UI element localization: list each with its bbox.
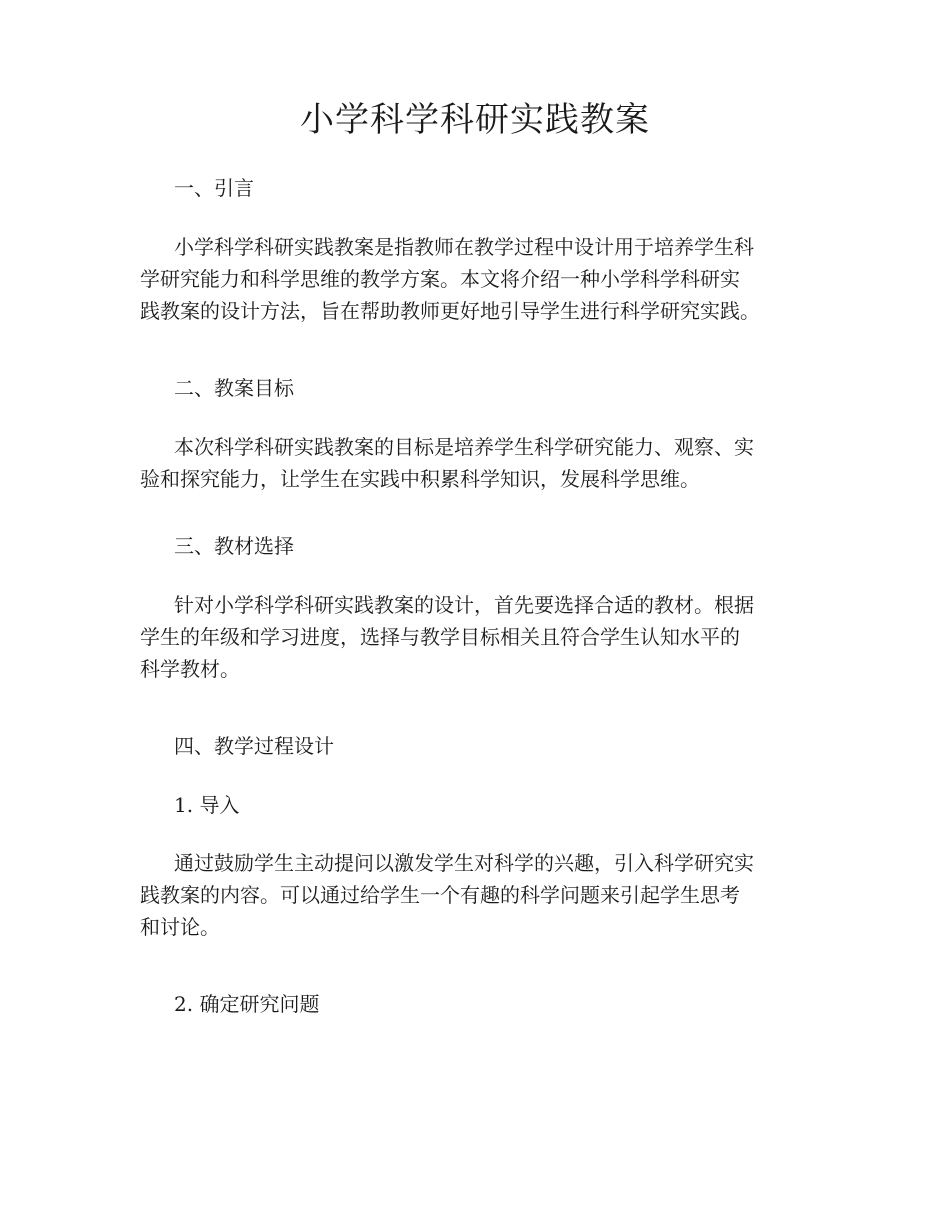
section-paragraph-materials xyxy=(140,589,830,685)
paragraph-line: 科学教材。 xyxy=(140,657,240,681)
section-heading-process: 四、教学过程设计 xyxy=(174,734,334,758)
paragraph-line: 针对小学科学科研实践教案的设计，首先要选择合适的教材。根据 xyxy=(174,593,754,617)
paragraph-line: 验和探究能力，让学生在实践中积累科学知识，发展科学思维。 xyxy=(140,467,700,491)
subsection-paragraph-intro xyxy=(140,847,830,943)
paragraph-line: 践教案的设计方法，旨在帮助教师更好地引导学生进行科学研究实践。 xyxy=(140,299,760,323)
section-paragraph-objectives xyxy=(140,431,830,495)
subsection-heading-intro: 1. 导入 xyxy=(174,793,240,817)
paragraph-line: 本次科学科研实践教案的目标是培养学生科学研究能力、观察、实 xyxy=(174,435,754,459)
paragraph-line: 学生的年级和学习进度，选择与教学目标相关且符合学生认知水平的 xyxy=(140,625,740,649)
section-heading-materials: 三、教材选择 xyxy=(174,534,294,558)
section-paragraph-introduction xyxy=(140,231,830,327)
paragraph-line: 小学科学科研实践教案是指教师在教学过程中设计用于培养学生科 xyxy=(174,235,754,259)
paragraph-line: 和讨论。 xyxy=(140,915,220,939)
paragraph-line: 通过鼓励学生主动提问以激发学生对科学的兴趣，引入科学研究实 xyxy=(174,851,754,875)
subsection-heading-research-question: 2. 确定研究问题 xyxy=(174,992,320,1016)
page-title: 小学科学科研实践教案 xyxy=(300,100,650,140)
paragraph-line: 践教案的内容。可以通过给学生一个有趣的科学问题来引起学生思考 xyxy=(140,883,740,907)
section-heading-introduction: 一、引言 xyxy=(174,176,254,200)
section-heading-objectives: 二、教案目标 xyxy=(174,376,294,400)
paragraph-line: 学研究能力和科学思维的教学方案。本文将介绍一种小学科学科研实 xyxy=(140,267,740,291)
